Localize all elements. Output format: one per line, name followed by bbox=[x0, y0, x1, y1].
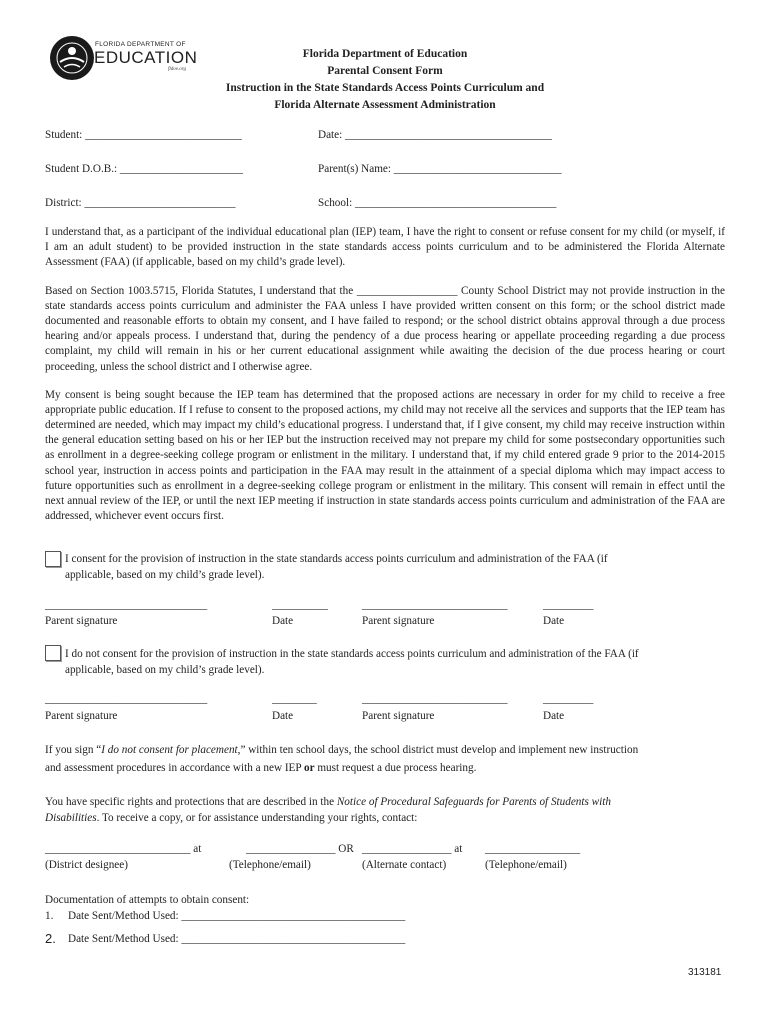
if-sign-middle: ,” within ten school days, the school district must develop and implement new instruction bbox=[237, 744, 639, 756]
consent-checkbox[interactable] bbox=[45, 551, 61, 567]
consent-text-line1: I consent for the provision of instruction in the state standards access points curriculum and administration of the FAA (if bbox=[65, 553, 608, 565]
no-consent-text-line2: applicable, based on my child’s grade level). bbox=[65, 664, 265, 676]
alternate-contact-label: (Alternate contact) bbox=[362, 859, 447, 871]
logo-text-main: EDUCATION bbox=[94, 48, 198, 67]
header-line-4: Florida Alternate Assessment Administration bbox=[274, 99, 496, 111]
consent-signature-line-2[interactable]: __________________________ bbox=[362, 599, 508, 611]
consent-parent-signature-label-2: Parent signature bbox=[362, 615, 435, 627]
no-consent-signature-line-2[interactable]: __________________________ bbox=[362, 693, 508, 705]
header-line-2: Parental Consent Form bbox=[327, 65, 443, 77]
consent-text-line2: applicable, based on my child’s grade level). bbox=[65, 569, 265, 581]
if-sign-or: or bbox=[303, 762, 315, 774]
paragraph-rights: I understand that, as a participant of the individual educational plan (IEP) team, I have the right to consent or refuse consent for my child (or myself, if I am an adult student) to be provided instruction in the state standards access points curriculum and to be administered the Florida Alternate Assessment (FAA) (if applicable, based on my child’s grade level). bbox=[45, 226, 725, 269]
attempt-2-number: 2. bbox=[45, 931, 56, 946]
no-consent-parent-signature-label-2: Parent signature bbox=[362, 710, 435, 722]
alternate-contact-line[interactable]: ________________ at bbox=[362, 843, 463, 855]
paragraph-consent-reason: My consent is being sought because the IEP team has determined that the proposed actions are necessary in order for my child to receive a free appropriate public education. If I refuse to consent to the proposed actions, my child may not receive all the services and supports that the IEP team has determined are needed, which may impact my child’s educational progress. I understand that, if I give consent, my child may receive instruction within the general education setting based on his or her IEP but the instruction received may not prepare my child for some postsecondary opportunities such as enrollment in a degree-seeking college program or enlistment in the military. I understand that, if my child entered grade 9 prior to the 2014-2015 school year, instruction in access points and participation in the FAA may result in the attainment of a special diploma which may impact access to future opportunities such as enrollment in a degree-seeking college program or enlistment in the military. This consent will remain in effect until the next annual review of the IEP, or until the next IEP meeting if instruction in state standards access points curriculum and administration of the FAA are addressed, whichever event occurs first. bbox=[45, 389, 725, 522]
no-consent-date-label-2: Date bbox=[543, 710, 565, 722]
form-number: 313181 bbox=[688, 967, 722, 978]
district-field[interactable]: District: ___________________________ bbox=[45, 197, 236, 209]
consent-signature-line-1[interactable]: _____________________________ bbox=[45, 599, 208, 611]
if-sign-line2 bbox=[45, 761, 476, 776]
rights-line2 bbox=[45, 811, 417, 826]
no-consent-signature-line-1[interactable]: _____________________________ bbox=[45, 693, 208, 705]
paragraph-statute: Based on Section 1003.5715, Florida Statutes, I understand that the __________________ County School District may not provide instruction in the state standards access points curriculum and administer the FAA unless I have provided written consent on this form; or the school district made documented and reasonable efforts to obtain my consent, and I have failed to respond; or the school district obtains approval through a due process hearing and/or appeals process. I understand that, during the pendency of a due process hearing or appellate proceeding regarding a due process complaint, my child will remain in his or her current educational assignment while awaiting the decision of the due process hearing or court proceeding, unless the school district and I otherwise agree. bbox=[45, 285, 725, 373]
if-sign-prefix: If you sign “ bbox=[45, 744, 102, 756]
no-consent-checkbox[interactable] bbox=[45, 645, 61, 661]
attempts-heading: Documentation of attempts to obtain consent: bbox=[45, 894, 250, 906]
header-line-1: Florida Department of Education bbox=[302, 48, 468, 60]
no-consent-text-line1: I do not consent for the provision of instruction in the state standards access points curriculum and administration of the FAA (if bbox=[65, 648, 639, 660]
attempt-2-field[interactable]: Date Sent/Method Used: ________________________________________ bbox=[68, 933, 406, 945]
student-field[interactable]: Student: ____________________________ bbox=[45, 129, 242, 141]
rights-disabilities: Disabilities bbox=[45, 812, 97, 824]
no-consent-date-line-1[interactable]: ________ bbox=[272, 693, 317, 705]
consent-date-line-2[interactable]: _________ bbox=[543, 599, 594, 611]
consent-date-line-1[interactable]: __________ bbox=[272, 599, 328, 611]
date-field[interactable]: Date: _____________________________________ bbox=[318, 129, 552, 141]
alternate-phone-label: (Telephone/email) bbox=[485, 859, 567, 871]
designee-phone-label: (Telephone/email) bbox=[229, 859, 311, 871]
rights-line1 bbox=[45, 795, 611, 810]
if-sign-line2-b: must request a due process hearing. bbox=[314, 762, 477, 774]
rights-rest: . To receive a copy, or for assistance understanding your rights, contact: bbox=[96, 812, 418, 824]
if-sign-italic: I do not consent for placement bbox=[101, 744, 238, 756]
attempt-1-field[interactable]: Date Sent/Method Used: ________________________________________ bbox=[68, 910, 406, 922]
rights-notice-title: Notice of Procedural Safeguards for Parents of Students with bbox=[336, 796, 611, 808]
parents-name-field[interactable]: Parent(s) Name: ______________________________ bbox=[318, 163, 562, 175]
consent-date-label-1: Date bbox=[272, 615, 294, 627]
designee-phone-line[interactable]: ________________ OR bbox=[246, 843, 354, 855]
district-designee-label: (District designee) bbox=[45, 859, 128, 871]
logo-text-top: FLORIDA DEPARTMENT OF bbox=[95, 41, 186, 48]
consent-parent-signature-label-1: Parent signature bbox=[45, 615, 118, 627]
no-consent-date-label-1: Date bbox=[272, 710, 294, 722]
district-designee-line[interactable]: __________________________ at bbox=[45, 843, 202, 855]
logo-text-url: fldoe.org bbox=[168, 67, 187, 72]
consent-date-label-2: Date bbox=[543, 615, 565, 627]
if-sign-line1 bbox=[45, 743, 638, 758]
if-sign-line2-a: and assessment procedures in accordance with a new IEP bbox=[45, 762, 304, 774]
school-field[interactable]: School: ____________________________________ bbox=[318, 197, 557, 209]
attempt-1-number: 1. bbox=[45, 910, 54, 922]
rights-prefix: You have specific rights and protections that are described in the bbox=[45, 796, 337, 808]
no-consent-date-line-2[interactable]: _________ bbox=[543, 693, 594, 705]
header-line-3: Instruction in the State Standards Access Points Curriculum and bbox=[225, 82, 545, 94]
alternate-phone-line[interactable]: _________________ bbox=[485, 843, 581, 855]
student-dob-field[interactable]: Student D.O.B.: ______________________ bbox=[45, 163, 243, 175]
no-consent-parent-signature-label-1: Parent signature bbox=[45, 710, 118, 722]
